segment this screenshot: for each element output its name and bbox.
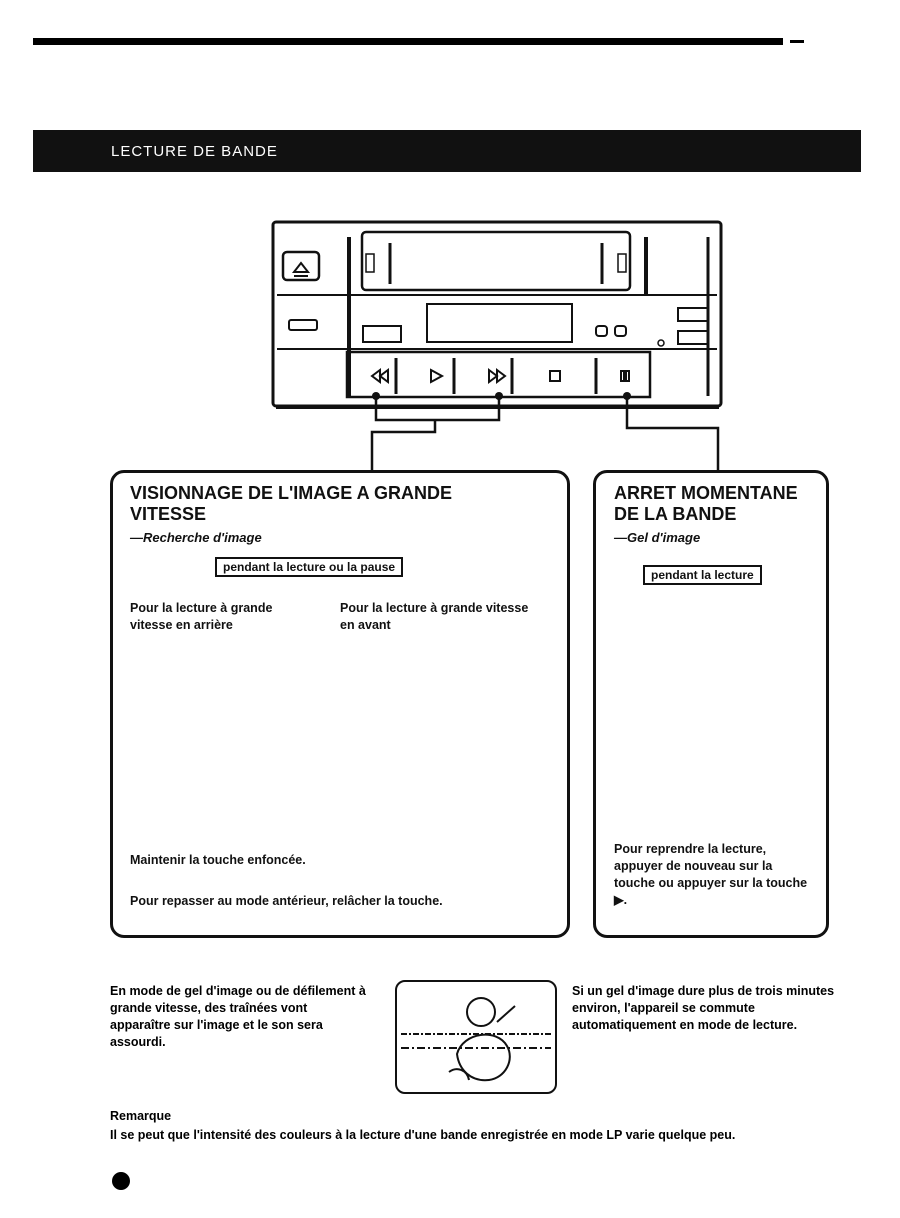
top-rule xyxy=(33,38,783,45)
resume-playback-instruction: Pour reprendre la lecture, appuyer de nouveau sur la touche ou appuyer sur la touche ▶. xyxy=(614,842,808,907)
remark-text: Il se peut que l'intensité des couleurs à la lecture d'une bande enregistrée en mode LP varie quelque peu. xyxy=(110,1128,736,1142)
rewind-icon xyxy=(372,370,388,382)
forward-search-caption: Pour la lecture à grande vitesse en avant xyxy=(340,601,529,632)
playback-condition: pendant la lecture xyxy=(643,565,762,585)
pause-icon xyxy=(621,371,629,381)
play-icon xyxy=(431,370,442,382)
noise-bar-illustration xyxy=(395,980,557,1094)
auto-resume-note: Si un gel d'image dure plus de trois minutes environ, l'appareil se commute automatiquement en mode de lecture. xyxy=(572,984,835,1032)
section-banner xyxy=(33,130,861,172)
high-speed-viewing-title: VISIONNAGE DE L'IMAGE A GRANDE VITESSE xyxy=(130,483,452,524)
reverse-search-caption: Pour la lecture à grande vitesse en arrière xyxy=(130,601,273,632)
playback-or-pause-condition: pendant la lecture ou la pause xyxy=(215,557,403,577)
still-image-title: ARRET MOMENTANE DE LA BANDE xyxy=(614,483,798,524)
remark-heading: Remarque xyxy=(110,1109,172,1123)
hold-button-instruction: Maintenir la touche enfoncée. xyxy=(130,853,306,867)
high-speed-viewing-subtitle: —Recherche d'image xyxy=(130,530,262,545)
section-title: LECTURE DE BANDE xyxy=(111,142,278,160)
eject-icon xyxy=(294,263,308,276)
top-rule-dash xyxy=(790,40,804,43)
fast-forward-icon xyxy=(489,370,505,382)
page-bullet-icon xyxy=(112,1172,130,1190)
stop-icon xyxy=(550,371,560,381)
still-image-subtitle: —Gel d'image xyxy=(614,530,701,545)
release-button-instruction: Pour repasser au mode antérieur, relâcher la touche. xyxy=(130,894,443,908)
noise-bar-note: En mode de gel d'image ou de défilement à grande vitesse, des traînées vont apparaître sur l'image et le son sera assourdi. xyxy=(110,984,366,1049)
